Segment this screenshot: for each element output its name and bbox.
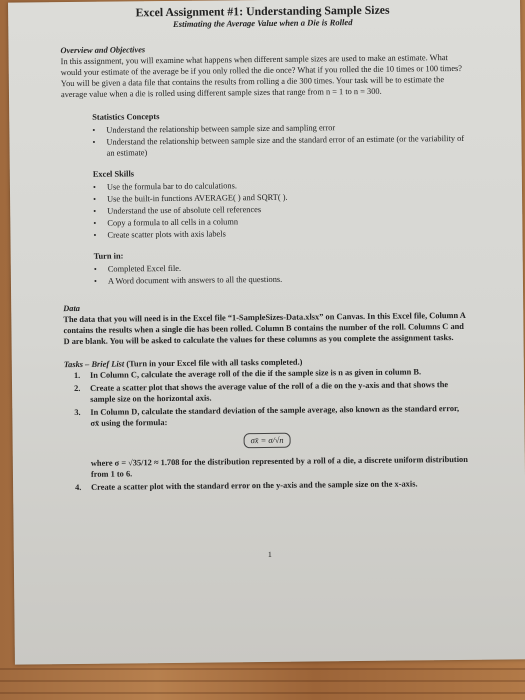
- document-title: Excel Assignment #1: Understanding Sample Sizes: [135, 2, 390, 20]
- task-text: Create a scatter plot with the standard error on the y-axis and the sample size on the x-axis.: [91, 479, 418, 492]
- excel-skills-heading: Excel Skills: [92, 169, 135, 179]
- task-number: 3.: [74, 407, 81, 418]
- formula-box: σx̄ = σ/√n: [244, 433, 291, 448]
- list-item: • Understand the use of absolute cell references: [62, 202, 467, 217]
- task-number: 4.: [75, 482, 82, 493]
- formula-explanation: where σ = √35/12 ≈ 1.708 for the distribution represented by a roll of a die, a discrete uniform distribution from 1 to 6.: [90, 454, 468, 479]
- task-item: [64, 403, 469, 429]
- turn-in-heading: Turn in:: [93, 251, 124, 261]
- overview-heading: Overview and Objectives: [60, 45, 146, 56]
- turn-in-section: [63, 247, 468, 287]
- task-number: 1.: [73, 370, 81, 381]
- list-item: • Copy a formula to all cells in a column: [62, 214, 467, 229]
- list-item: • Completed Excel file.: [63, 260, 468, 275]
- list-item: • A Word document with answers to all the questions.: [63, 272, 468, 287]
- document-subtitle: Estimating the Average Value when a Die is Rolled: [172, 17, 353, 29]
- task-text: In Column C, calculate the average roll of the die if the sample size is n as given in column B.: [89, 367, 422, 380]
- data-text: The data that you will need is in the Excel file “1-SampleSizes-Data.xlsx” on Canvas. In this Excel file, Column A contains the results when a single die has been rolled. Column B contains the number of the roll. Columns C and D are blank. You will be asked to calculate the values for these columns as you complete the assignment tasks.: [63, 310, 466, 347]
- data-section: [63, 299, 468, 347]
- task-item: [65, 478, 470, 493]
- overview-text: In this assignment, you will examine what happens when different sample sizes are used to make an estimate. What would your estimate of the average be if you only rolled the die once? What if you rolled the die 10 times or 100 times? You will be given a data file that contains the results from rolling a die 300 times. Your task will be to estimate the average value when a die is rolled using different sample sizes that range from n = 1 to n = 300.: [60, 53, 463, 100]
- list-item: • Understand the relationship between sample size and the standard error of an estimate (or the variability of an estimate): [61, 133, 466, 159]
- standard-error-formula: [65, 431, 470, 450]
- tasks-heading-rest: (Turn in your Excel file with all tasks completed.): [124, 357, 303, 369]
- tasks-section: [64, 355, 470, 493]
- wood-grain: [0, 668, 525, 670]
- wood-grain: [0, 680, 525, 682]
- tasks-heading-italic: Tasks – Brief List: [63, 359, 125, 370]
- statistics-heading: Statistics Concepts: [92, 112, 160, 122]
- list-item: • Use the built-in functions AVERAGE( ) and SQRT( ).: [62, 190, 467, 205]
- wood-grain: [0, 692, 525, 694]
- list-item: • Understand the relationship between sample size and sampling error: [61, 121, 466, 136]
- task-text: Create a scatter plot that shows the average value of the roll of a die on the y-axis and that shows the sample size on the horizontal axis.: [90, 380, 449, 404]
- list-item: • Create scatter plots with axis labels: [62, 226, 467, 241]
- task-item: [64, 379, 469, 405]
- task-text: In Column D, calculate the standard deviation of the sample average, also known as the standard error, σx̄ using the formula:: [90, 403, 460, 428]
- list-item: • Use the formula bar to do calculations.: [62, 178, 467, 193]
- document-content: [60, 2, 470, 495]
- excel-skills-section: [62, 165, 468, 241]
- statistics-section: [61, 108, 466, 159]
- task-number: 2.: [74, 383, 81, 394]
- overview-section: [60, 41, 466, 100]
- data-heading: Data: [63, 303, 81, 314]
- paper-sheet: [8, 0, 525, 665]
- page-number: 1: [267, 549, 272, 559]
